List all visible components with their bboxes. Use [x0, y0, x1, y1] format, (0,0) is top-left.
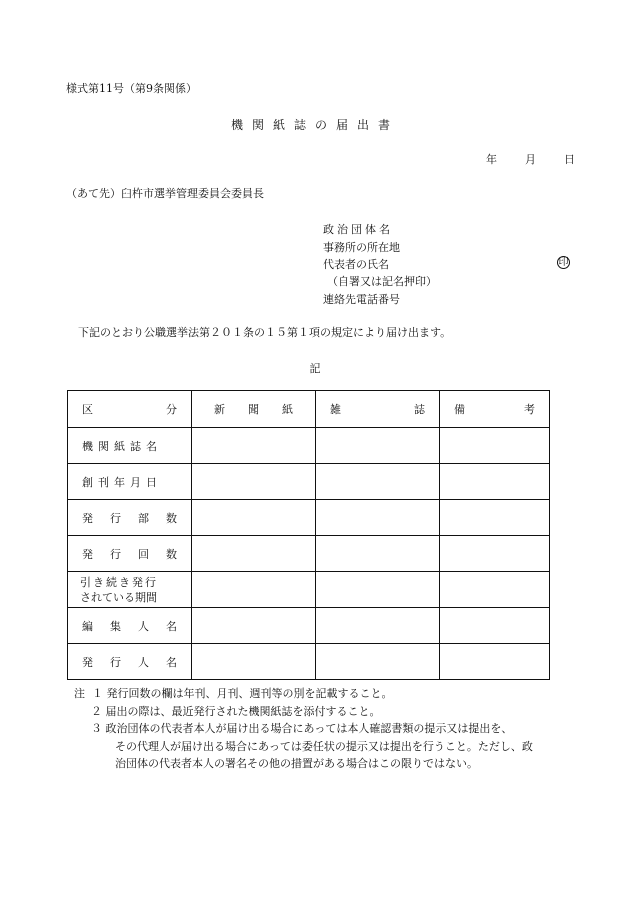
table-row: [68, 644, 550, 680]
magazine-cell[interactable]: [316, 536, 440, 572]
form-number: 様式第11号（第9条関係）: [66, 82, 197, 95]
newspaper-cell[interactable]: [192, 644, 316, 680]
office-address-label: 事務所の所在地: [323, 241, 400, 254]
header-newspaper: 新 聞 紙: [192, 391, 316, 428]
table-row: [68, 572, 550, 608]
newspaper-cell[interactable]: [192, 500, 316, 536]
row-label: 創刊年月日: [68, 464, 192, 500]
org-name-label: 政治団体名: [323, 223, 393, 236]
document-title: 機関紙誌の届出書: [230, 118, 399, 132]
note-item: ２ 届出の際は、最近発行された機関紙誌を添付すること。: [91, 704, 381, 718]
magazine-cell[interactable]: [316, 500, 440, 536]
newspaper-cell[interactable]: [192, 608, 316, 644]
date-line: [486, 151, 575, 167]
magazine-cell[interactable]: [316, 608, 440, 644]
magazine-cell[interactable]: [316, 428, 440, 464]
magazine-cell[interactable]: [316, 644, 440, 680]
table-row: [68, 464, 550, 500]
newspaper-cell[interactable]: [192, 464, 316, 500]
seal-icon: 印: [558, 257, 569, 268]
magazine-cell[interactable]: [316, 572, 440, 608]
magazine-cell[interactable]: [316, 464, 440, 500]
newspaper-cell[interactable]: [192, 536, 316, 572]
header-category: 区 分: [68, 391, 192, 428]
remarks-cell[interactable]: [440, 500, 550, 536]
addressee: （あて先）臼杵市選挙管理委員会委員長: [66, 187, 264, 200]
statement: 下記のとおり公職選挙法第２０１条の１５第１項の規定により届け出ます。: [78, 326, 452, 339]
table-row: [68, 500, 550, 536]
row-label: 発 行 部 数: [68, 500, 192, 536]
date-year: 年: [486, 153, 497, 166]
header-remarks: 備 考: [440, 391, 550, 428]
contact-phone-label: 連絡先電話番号: [323, 293, 400, 306]
rep-name-label: 代表者の氏名: [323, 258, 389, 271]
note-item: 注 １ 発行回数の欄は年刊、月刊、週刊等の別を記載すること。: [74, 687, 393, 700]
note-item: ３ 政治団体の代表者本人が届け出る場合にあっては本人確認書類の提示又は提出を、: [91, 722, 513, 735]
row-label: 編 集 人 名: [68, 608, 192, 644]
notes: [74, 685, 533, 773]
row-label: 発 行 回 数: [68, 536, 192, 572]
remarks-cell[interactable]: [440, 608, 550, 644]
date-day: 日: [564, 153, 575, 166]
newspaper-cell[interactable]: [192, 428, 316, 464]
table-row: [68, 608, 550, 644]
header-magazine: 雑 誌: [316, 391, 440, 428]
newspaper-cell[interactable]: [192, 572, 316, 608]
note-continuation: 治団体の代表者本人の署名その他の措置がある場合はこの限りではない。: [115, 757, 478, 770]
row-label: 機関紙誌名: [68, 428, 192, 464]
date-month: 月: [525, 153, 536, 166]
table-row: [68, 428, 550, 464]
ki-heading: 記: [309, 362, 321, 375]
row-label: 引き続き発行 されている期間: [68, 572, 192, 608]
note-continuation: その代理人が届け出る場合にあっては委任状の提示又は提出を行うこと。ただし、政: [115, 739, 533, 753]
remarks-cell[interactable]: [440, 644, 550, 680]
remarks-cell[interactable]: [440, 464, 550, 500]
row-label: 発 行 人 名: [68, 644, 192, 680]
form-table: [67, 390, 550, 680]
rep-name-note: （自署又は記名押印）: [327, 275, 437, 288]
table-row: [68, 536, 550, 572]
remarks-cell[interactable]: [440, 428, 550, 464]
table-header-row: [68, 391, 550, 428]
remarks-cell[interactable]: [440, 572, 550, 608]
remarks-cell[interactable]: [440, 536, 550, 572]
